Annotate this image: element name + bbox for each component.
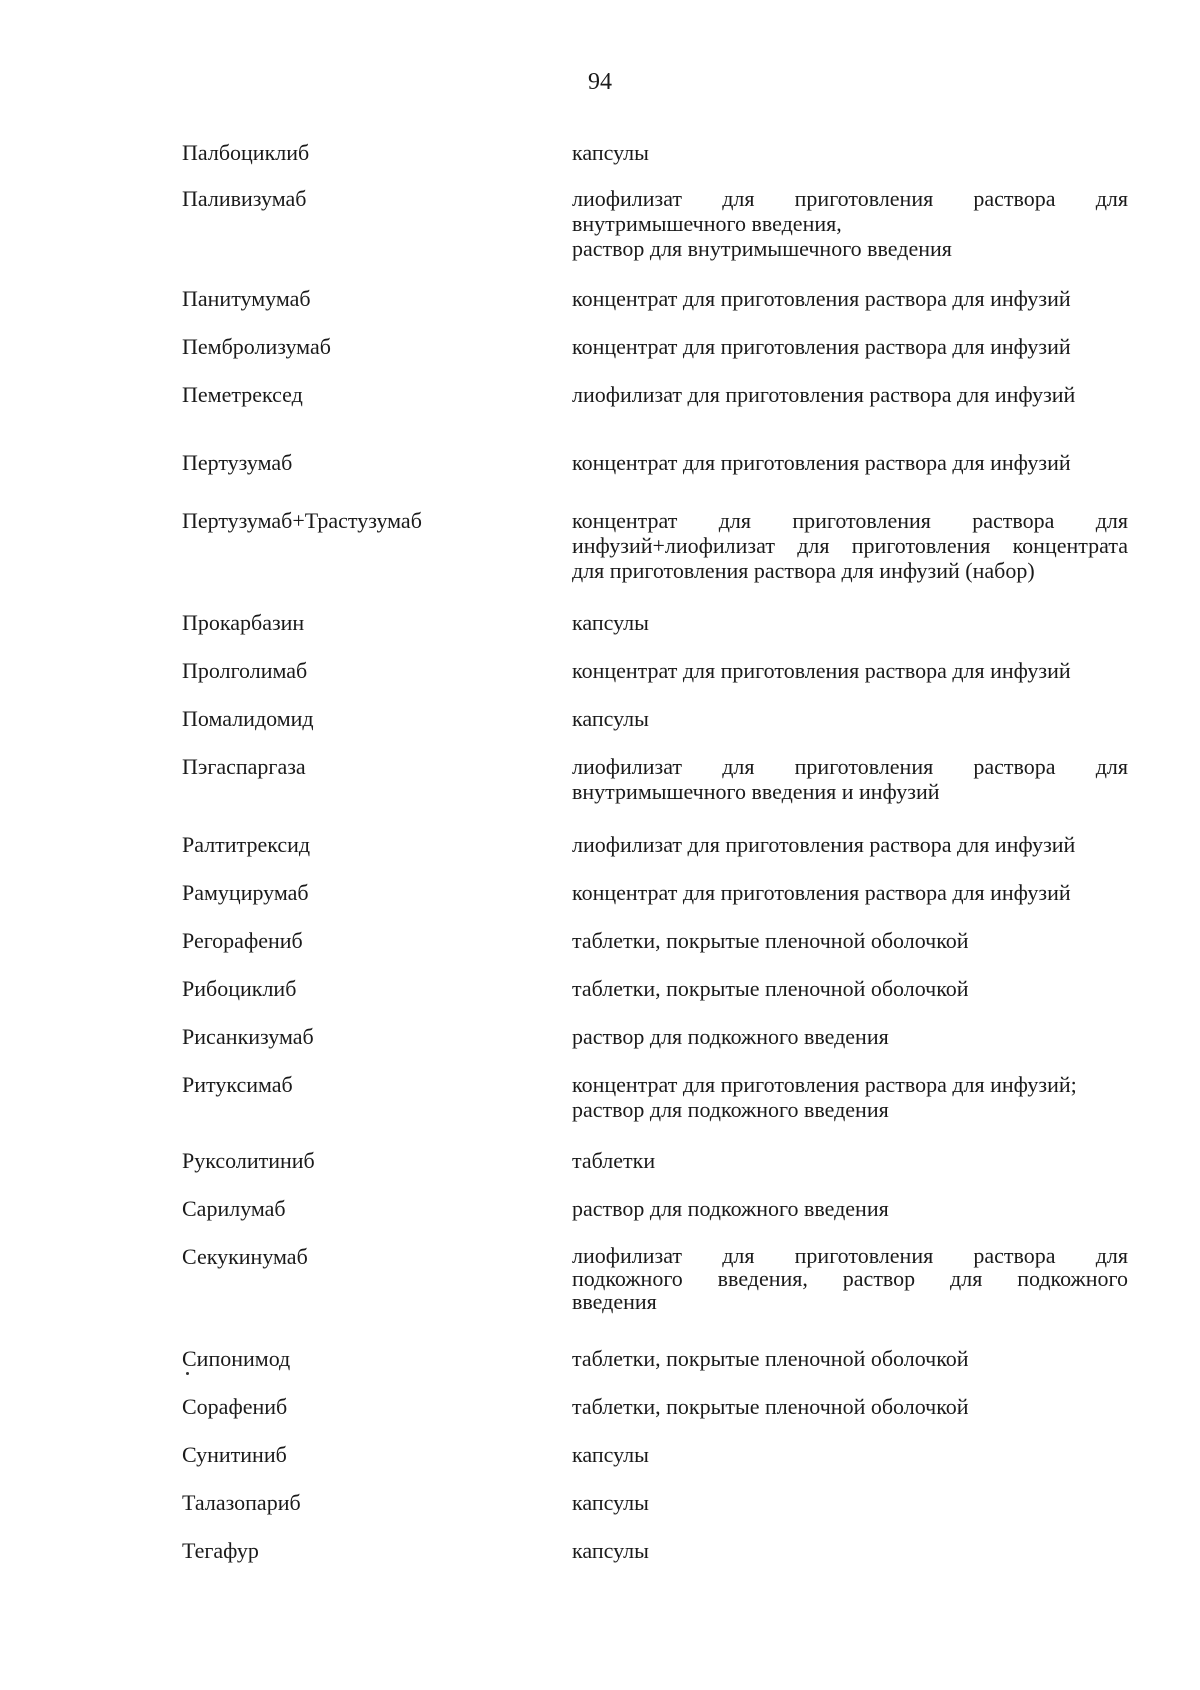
dosage-form	[572, 880, 1128, 905]
dosage-form	[572, 382, 1128, 407]
dosage-form	[572, 706, 1128, 731]
drug-name: Паливизумаб	[182, 186, 307, 211]
drug-name: Пертузумаб+Трастузумаб	[182, 508, 422, 533]
dosage-form	[572, 508, 1128, 583]
dosage-form	[572, 1442, 1128, 1467]
drug-name: Сипонимод	[182, 1346, 291, 1371]
dosage-form-line: лиофилизат для приготовления раствора для инфузий	[572, 832, 1076, 857]
dosage-form-line: для приготовления раствора для инфузий (набор)	[572, 558, 1035, 583]
dosage-form-line: капсулы	[572, 140, 649, 165]
drug-name: Сорафениб	[182, 1394, 288, 1419]
dosage-form-line: концентрат для приготовления раствора для инфузий	[572, 880, 1071, 905]
drug-name: Руксолитиниб	[182, 1148, 315, 1173]
dosage-form-line: раствор для подкожного введения	[572, 1097, 889, 1122]
dosage-form	[572, 1148, 1128, 1173]
dosage-form-line: внутримышечного введения и инфузий	[572, 779, 940, 804]
dosage-form	[572, 1346, 1128, 1371]
dosage-form	[572, 1538, 1128, 1563]
dosage-form-line: таблетки, покрытые пленочной оболочкой	[572, 1346, 969, 1371]
dosage-form-line: концентрат для приготовления раствора для	[572, 508, 1128, 533]
drug-name: Регорафениб	[182, 928, 303, 953]
drug-name: Прокарбазин	[182, 610, 305, 635]
dosage-form-line: лиофилизат для приготовления раствора для	[572, 754, 1128, 779]
dosage-form-line: раствор для подкожного введения	[572, 1024, 889, 1049]
dosage-form	[572, 186, 1128, 261]
dosage-form	[572, 928, 1128, 953]
drug-name: Помалидомид	[182, 706, 314, 731]
dosage-form	[572, 450, 1128, 475]
dosage-form	[572, 140, 1128, 165]
dosage-form-line: инфузий+лиофилизат для приготовления концентрата	[572, 533, 1128, 558]
scan-speck	[186, 1372, 189, 1375]
dosage-form-line: лиофилизат для приготовления раствора для	[572, 1243, 1128, 1268]
drug-name: Пэгаспаргаза	[182, 754, 306, 779]
drug-name: Сунитиниб	[182, 1442, 287, 1467]
drug-name: Рамуцирумаб	[182, 880, 309, 905]
drug-name: Секукинумаб	[182, 1244, 308, 1269]
dosage-form-line: раствор для подкожного введения	[572, 1196, 889, 1221]
dosage-form	[572, 1024, 1128, 1049]
drug-name: Панитумумаб	[182, 286, 311, 311]
dosage-form	[572, 286, 1128, 311]
dosage-form-line: введения	[572, 1289, 657, 1314]
drug-name: Палбоциклиб	[182, 140, 310, 165]
dosage-form	[572, 1490, 1128, 1515]
drug-name: Пембролизумаб	[182, 334, 331, 359]
drug-name: Пролголимаб	[182, 658, 308, 683]
drug-name: Сарилумаб	[182, 1196, 286, 1221]
dosage-form-line: таблетки, покрытые пленочной оболочкой	[572, 928, 969, 953]
dosage-form-line: концентрат для приготовления раствора для инфузий;	[572, 1072, 1077, 1097]
dosage-form	[572, 1196, 1128, 1221]
dosage-form	[572, 1072, 1128, 1122]
dosage-form-line: подкожного введения, раствор для подкожного	[572, 1266, 1128, 1291]
dosage-form	[572, 976, 1128, 1001]
dosage-form	[572, 832, 1128, 857]
dosage-form	[572, 754, 1128, 804]
drug-name: Рибоциклиб	[182, 976, 297, 1001]
dosage-form-line: лиофилизат для приготовления раствора для инфузий	[572, 382, 1076, 407]
dosage-form-line: капсулы	[572, 1442, 649, 1467]
drug-name: Рисанкизумаб	[182, 1024, 314, 1049]
drug-name: Тегафур	[182, 1538, 259, 1563]
dosage-form	[572, 658, 1128, 683]
drug-name: Ралтитрексид	[182, 832, 311, 857]
dosage-form	[572, 610, 1128, 635]
drug-name: Ритуксимаб	[182, 1072, 293, 1097]
dosage-form-line: капсулы	[572, 706, 649, 731]
dosage-form-line: таблетки, покрытые пленочной оболочкой	[572, 976, 969, 1001]
dosage-form-line: капсулы	[572, 1490, 649, 1515]
dosage-form-line: капсулы	[572, 610, 649, 635]
drug-name: Пеметрексед	[182, 382, 303, 407]
dosage-form-line: лиофилизат для приготовления раствора для	[572, 186, 1128, 211]
dosage-form	[572, 1244, 1128, 1313]
dosage-form-line: раствор для внутримышечного введения	[572, 236, 952, 261]
dosage-form-line: внутримышечного введения,	[572, 211, 842, 236]
dosage-form-line: таблетки	[572, 1148, 656, 1173]
dosage-form-line: концентрат для приготовления раствора для инфузий	[572, 286, 1071, 311]
dosage-form-line: концентрат для приготовления раствора для инфузий	[572, 658, 1071, 683]
dosage-form	[572, 1394, 1128, 1419]
dosage-form-line: капсулы	[572, 1538, 649, 1563]
dosage-form-line: концентрат для приготовления раствора для инфузий	[572, 450, 1071, 475]
dosage-form-line: таблетки, покрытые пленочной оболочкой	[572, 1394, 969, 1419]
dosage-form-line: концентрат для приготовления раствора для инфузий	[572, 334, 1071, 359]
page-number: 94	[588, 69, 612, 95]
dosage-form	[572, 334, 1128, 359]
drug-name: Талазопариб	[182, 1490, 301, 1515]
drug-name: Пертузумаб	[182, 450, 293, 475]
